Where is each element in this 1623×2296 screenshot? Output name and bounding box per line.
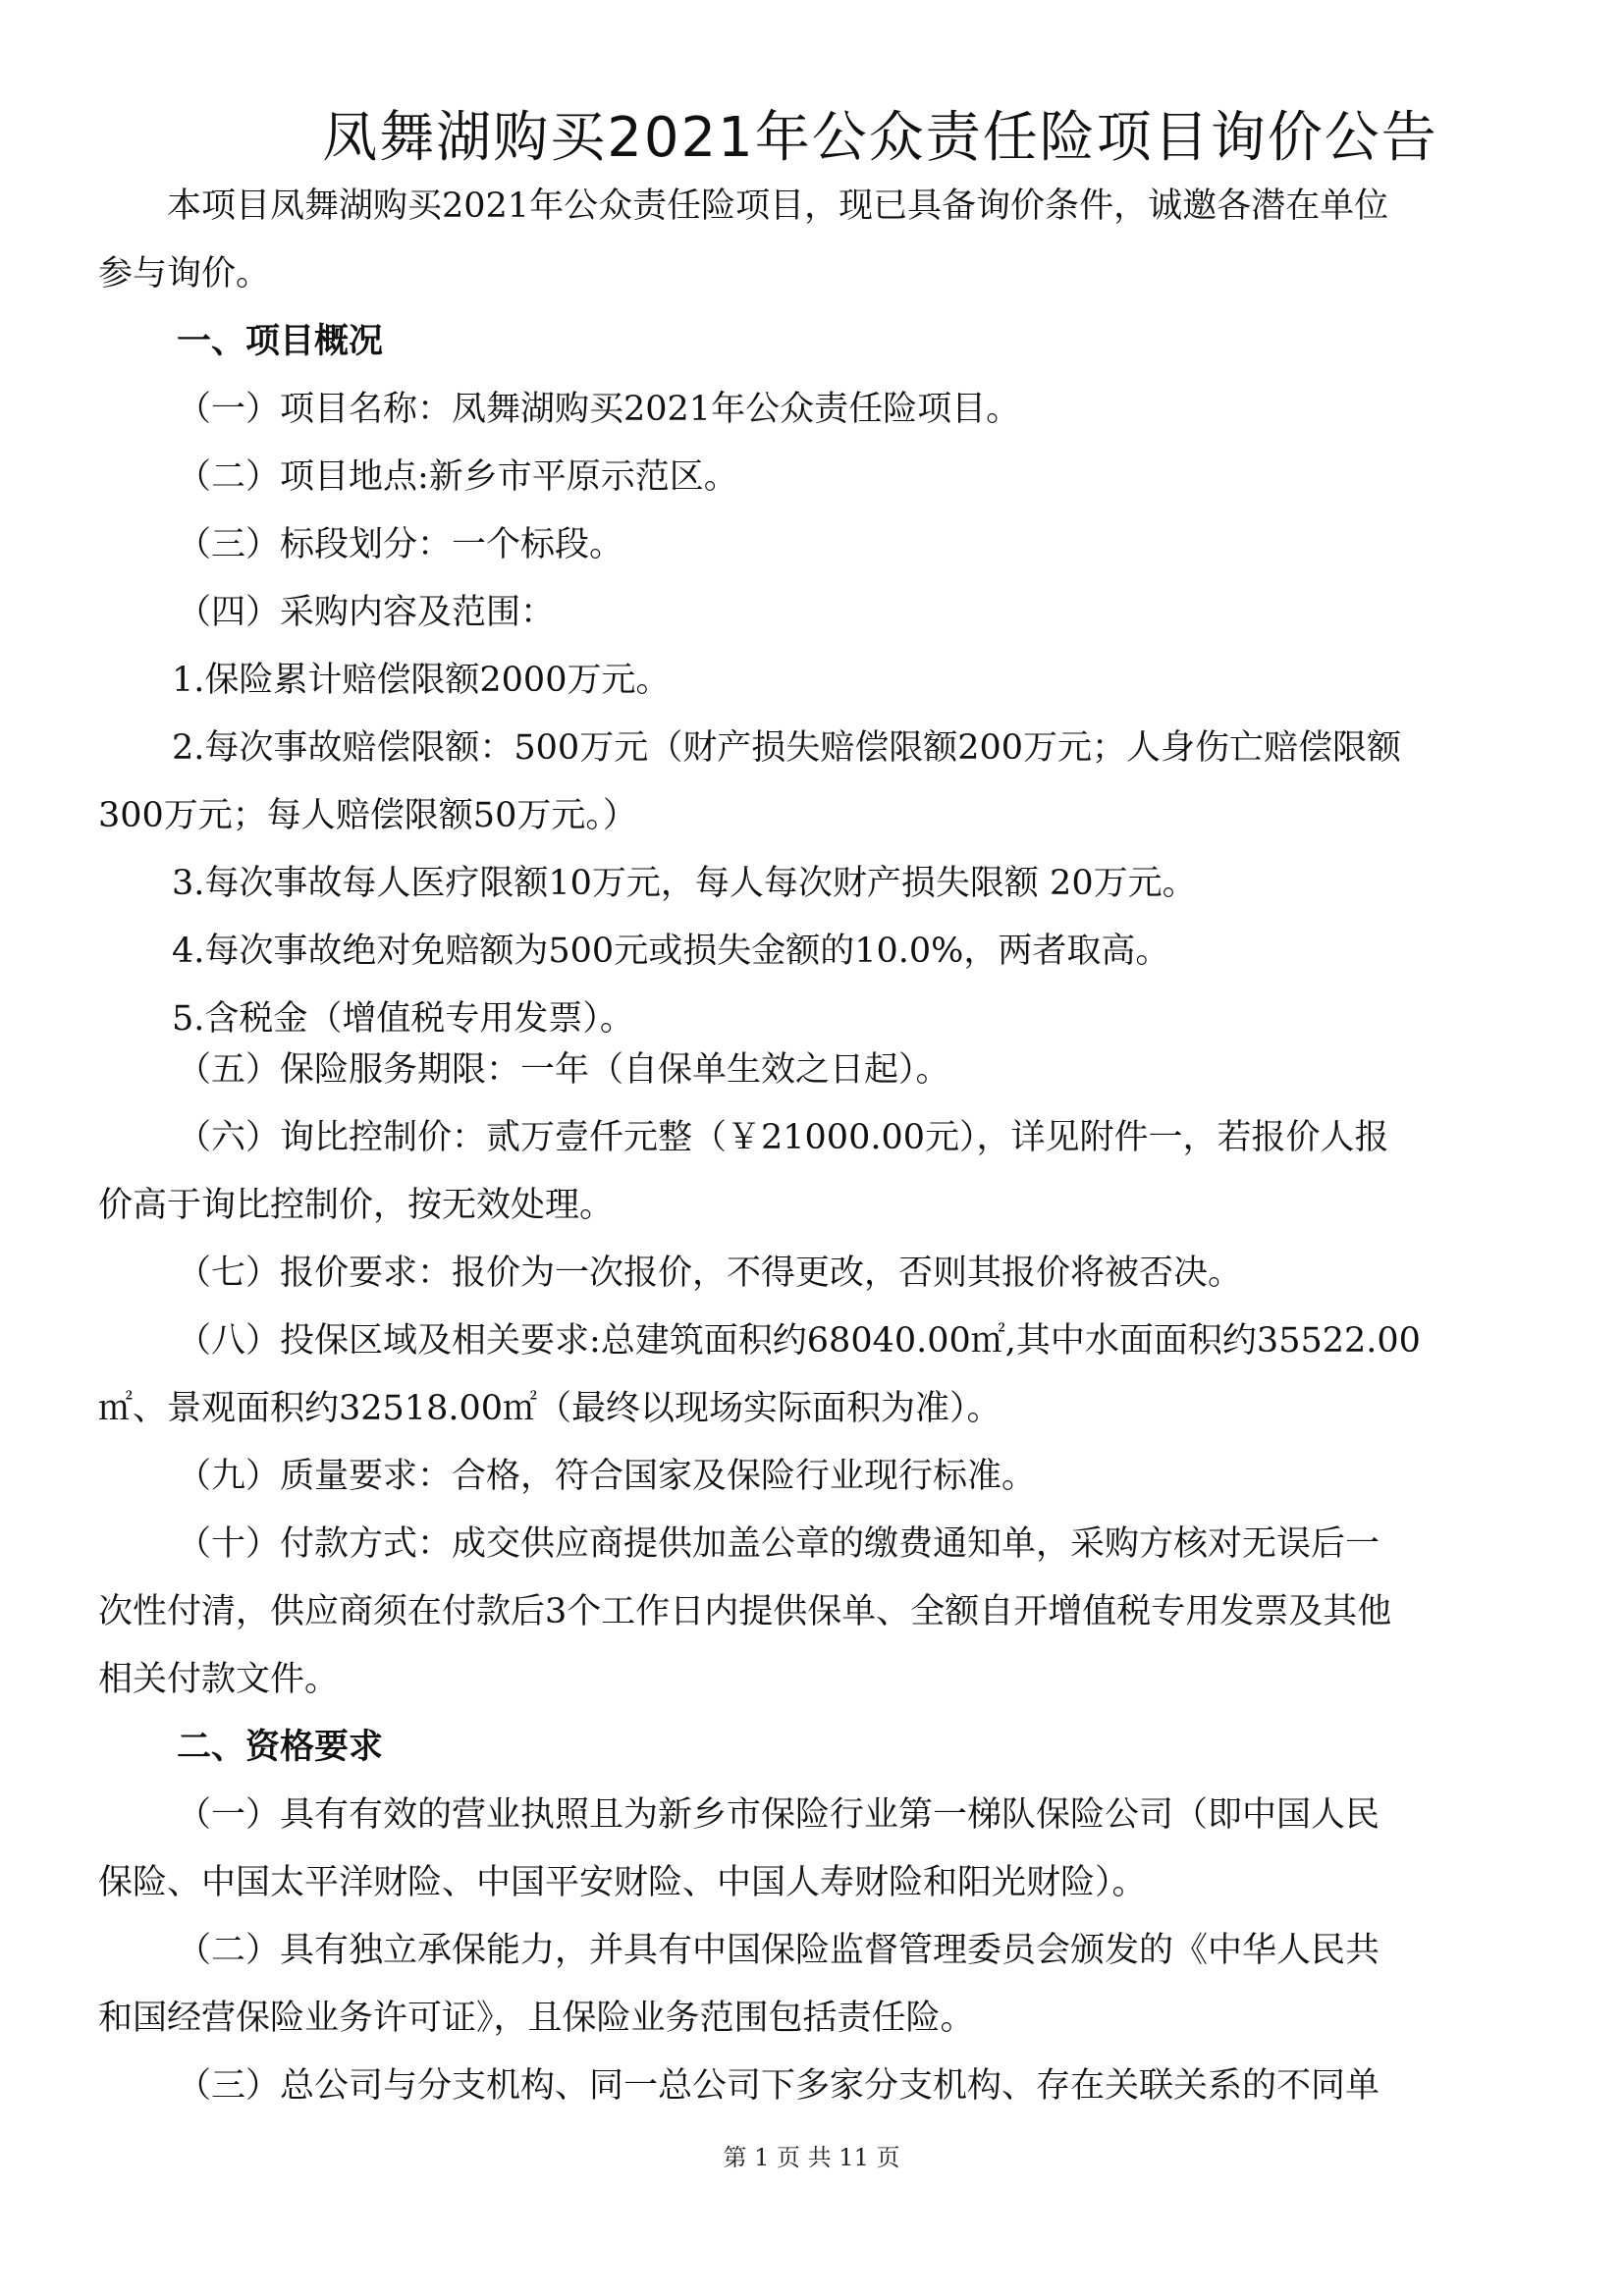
qualification-2-line-1: （二）具有独立承保能力，并具有中国保险监督管理委员会颁发的《中华人民共 xyxy=(177,1931,1380,1970)
qualification-1-line-1: （一）具有有效的营业执照且为新乡市保险行业第一梯队保险公司（即中国人民 xyxy=(177,1795,1380,1835)
qualification-1-line-2: 保险、中国太平洋财险、中国平安财险、中国人寿财险和阳光财险）。 xyxy=(98,1863,1147,1902)
section-2-heading: 二、资格要求 xyxy=(177,1728,384,1767)
item-project-name: （一）项目名称：凤舞湖购买2021年公众责任险项目。 xyxy=(177,390,1021,429)
intro-line-1: 本项目凤舞湖购买2021年公众责任险项目，现已具备询价条件，诚邀各潜在单位 xyxy=(167,187,1389,226)
page-number: 第 1 页 共 11 页 xyxy=(723,2144,900,2171)
intro-line-2: 参与询价。 xyxy=(98,254,271,294)
item-quote-requirement: （七）报价要求：报价为一次报价，不得更改，否则其报价将被否决。 xyxy=(177,1254,1243,1293)
qualification-3-line-1: （三）总公司与分支机构、同一总公司下多家分支机构、存在关联关系的不同单 xyxy=(177,2066,1380,2106)
item-payment-line-2: 次性付清，供应商须在付款后3个工作日内提供保单、全额自开增值税专用发票及其他 xyxy=(98,1592,1392,1631)
item-payment-line-3: 相关付款文件。 xyxy=(98,1660,340,1699)
scope-item-2-line-1: 2.每次事故赔偿限额：500万元（财产损失赔偿限额200万元；人身伤亡赔偿限额 xyxy=(172,728,1402,768)
item-lots: （三）标段划分：一个标段。 xyxy=(177,525,624,564)
scope-item-5: 5.含税金（增值税专用发票）。 xyxy=(172,999,634,1039)
qualification-2-line-2: 和国经营保险业务许可证》，且保险业务范围包括责任险。 xyxy=(98,1999,975,2038)
item-payment-line-1: （十）付款方式：成交供应商提供加盖公章的缴费通知单，采购方核对无误后一 xyxy=(177,1524,1380,1564)
item-service-period: （五）保险服务期限：一年（自保单生效之日起）。 xyxy=(177,1050,950,1090)
item-scope: （四）采购内容及范围： xyxy=(177,593,556,632)
scope-item-3: 3.每次事故每人医疗限额10万元，每人每次财产损失限额 20万元。 xyxy=(172,864,1197,903)
item-project-location: （二）项目地点:新乡市平原示范区。 xyxy=(177,457,738,497)
scope-item-2-line-2: 300万元；每人赔偿限额50万元。） xyxy=(98,796,637,835)
item-insured-area-line-2: ㎡、景观面积约32518.00㎡（最终以现场实际面积为准）。 xyxy=(98,1389,1001,1428)
scope-item-4: 4.每次事故绝对免赔额为500元或损失金额的10.0%，两者取高。 xyxy=(172,932,1170,971)
item-control-price-line-1: （六）询比控制价：贰万壹仟元整（￥21000.00元），详见附件一，若报价人报 xyxy=(177,1118,1389,1157)
item-insured-area-line-1: （八）投保区域及相关要求:总建筑面积约68040.00㎡,其中水面面积约35522.00 xyxy=(177,1321,1421,1361)
section-1-heading: 一、项目概况 xyxy=(177,322,384,361)
scope-item-1: 1.保险累计赔偿限额2000万元。 xyxy=(172,661,671,700)
item-quality: （九）质量要求：合格，符合国家及保险行业现行标准。 xyxy=(177,1457,1037,1496)
page-title: 凤舞湖购买2021年公众责任险项目询价公告 xyxy=(322,106,1438,170)
item-control-price-line-2: 价高于询比控制价，按无效处理。 xyxy=(98,1186,615,1225)
